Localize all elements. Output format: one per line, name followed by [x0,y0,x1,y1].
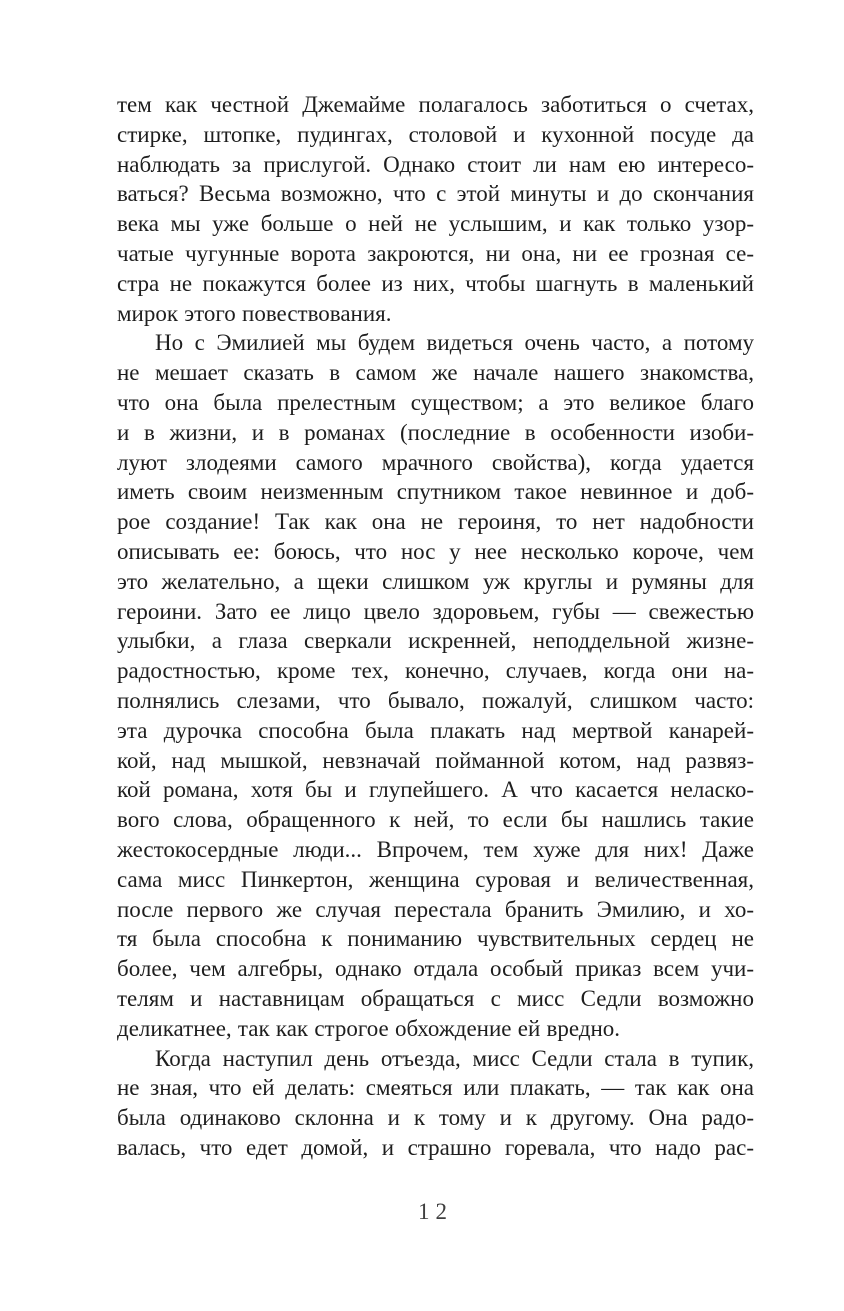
text-line: валась, что едет домой, и страшно горевала, что надо рас- [117,1134,754,1160]
text-line: луют злодеями самого мрачного свойства), когда удается [117,449,754,475]
text-line: рое создание! Так как она не героиня, то нет надобности [117,509,754,535]
text-line: не мешает сказать в самом же начале нашего знакомства, [117,360,754,386]
text-line: эта дурочка способна была плакать над мертвой канарей- [117,717,754,743]
text-line: стра не покажутся более из них, чтобы шагнуть в маленький [117,270,754,296]
text-line: героини. Зато ее лицо цвело здоровьем, губы — свежестью [117,598,754,624]
text-line: наблюдать за прислугой. Однако стоит ли нам ею интересо- [117,151,754,177]
text-line: сама мисс Пинкертон, женщина суровая и величественная, [117,866,754,892]
text-line: это желательно, а щеки слишком уж круглы и румяны для [117,568,754,594]
text-line: кой романа, хотя бы и глупейшего. А что касается неласко- [117,777,754,803]
text-line: что она была прелестным существом; а это великое благо [117,389,754,415]
text-line: радостностью, кроме тех, конечно, случаев, когда они на- [117,658,754,684]
text-line: полнялись слезами, что бывало, пожалуй, слишком часто: [117,687,754,713]
text-line: Но с Эмилией мы будем видеться очень часто, а потому [155,330,754,356]
body-text [117,90,754,1163]
text-line: жестокосердные люди... Впрочем, тем хуже для них! Даже [117,836,754,862]
text-line: стирке, штопке, пудингах, столовой и кухонной посуде да [117,121,754,147]
text-line: вого слова, обращенного к ней, то если бы нашлись такие [117,807,754,833]
text-line: чатые чугунные ворота закроются, ни она, ни ее грозная се- [117,240,754,266]
text-line: и в жизни, и в романах (последние в особенности изоби- [117,419,754,445]
text-line: улыбки, а глаза сверкали искренней, неподдельной жизне- [117,628,754,654]
text-line: ваться? Весьма возможно, что с этой минуты и до скончания [117,181,754,207]
text-line: тя была способна к пониманию чувствительных сердец не [117,926,754,952]
page-number: 12 [418,1199,453,1224]
text-line: века мы уже больше о ней не услышим, и как только узор- [117,211,754,237]
text-line: тем как честной Джемайме полагалось заботиться о счетах, [117,92,754,117]
text-line: после первого же случая перестала бранить Эмилию, и хо- [117,896,754,922]
text-line: телям и наставницам обращаться с мисс Седли возможно [117,985,754,1011]
text-line: деликатнее, так как строгое обхождение ей вредно. [117,1015,621,1041]
text-line: более, чем алгебры, однако отдала особый приказ всем учи- [117,956,754,982]
text-line: мирок этого повествования. [117,300,392,326]
text-line: кой, над мышкой, невзначай пойманной котом, над развяз- [117,747,754,773]
text-line: иметь своим неизменным спутником такое невинное и доб- [117,479,754,505]
text-line: не зная, что ей делать: смеяться или плакать, — так как она [117,1075,754,1101]
text-line: Когда наступил день отъезда, мисс Седли стала в тупик, [155,1045,754,1071]
text-line: была одинаково склонна и к тому и к другому. Она радо- [117,1105,754,1131]
text-line: описывать ее: боюсь, что нос у нее несколько короче, чем [117,538,754,564]
